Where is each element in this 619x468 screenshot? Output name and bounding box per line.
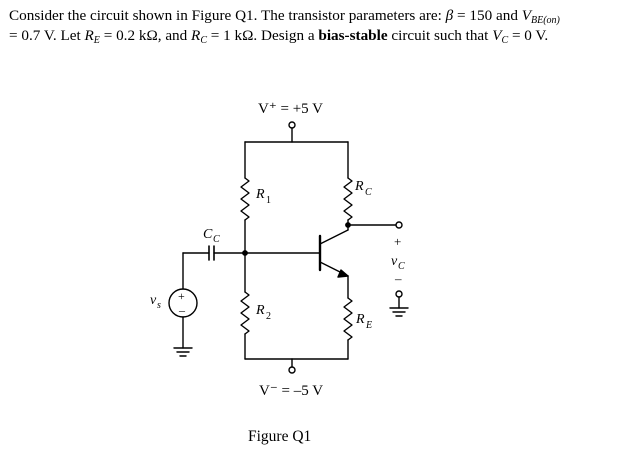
r1-resistor [241,178,249,220]
re-symbol: R [84,27,94,44]
vc-ground-terminal [396,291,402,297]
vs-subscript: s [157,300,161,311]
vbe-subscript: BE(on) [531,15,560,26]
re-subscript: E [366,320,373,331]
vs-source-minus: – [179,303,185,317]
rc-symbol: R [191,27,201,44]
vc-symbol: V [492,27,502,44]
problem-text: Consider the circuit shown in Figure Q1. The transistor parameters are: [9,7,446,24]
re-resistor [344,298,352,340]
bold-phrase: bias-stable [318,27,388,44]
rc-resistor [344,178,352,220]
rc-value: = 1 kΩ. Design a [207,27,319,44]
vminus-label: V⁻ = –5 V [259,383,324,399]
vc-minus: – [395,271,402,286]
vbe-symbol: V [521,7,531,24]
vplus-label: V⁺ = +5 V [258,101,323,117]
vc-subscript: C [398,261,405,272]
problem-text: = 0.7 V. Let [9,27,85,44]
vc-label: v [391,254,398,269]
vc-subscript: C [501,35,509,46]
figure-caption: Figure Q1 [248,428,312,445]
vs-label: v [150,293,157,308]
beta-value: = 150 and [453,7,522,24]
cc-subscript: C [213,234,220,245]
vplus-terminal [289,122,295,128]
rc-label: R [355,179,364,194]
vminus-terminal [289,367,295,373]
r2-label: R [256,303,265,318]
vc-value: = 0 V. [508,27,549,44]
re-value: = 0.2 kΩ, and [99,27,192,44]
vc-plus: + [394,234,402,249]
vc-terminal [396,222,402,228]
cc-label: C [203,227,213,242]
transistor-collector [320,230,348,244]
vs-source-plus: + [178,289,185,303]
r1-subscript: 1 [266,195,271,206]
r2-resistor [241,292,249,334]
rc-subscript: C [365,187,372,198]
beta-symbol: β [445,7,454,24]
problem-text: circuit such that [387,27,493,44]
r1-label: R [256,187,265,202]
re-label: R [356,312,365,327]
r2-subscript: 2 [266,311,271,322]
re-subscript: E [93,35,100,46]
rc-subscript: C [200,35,207,46]
